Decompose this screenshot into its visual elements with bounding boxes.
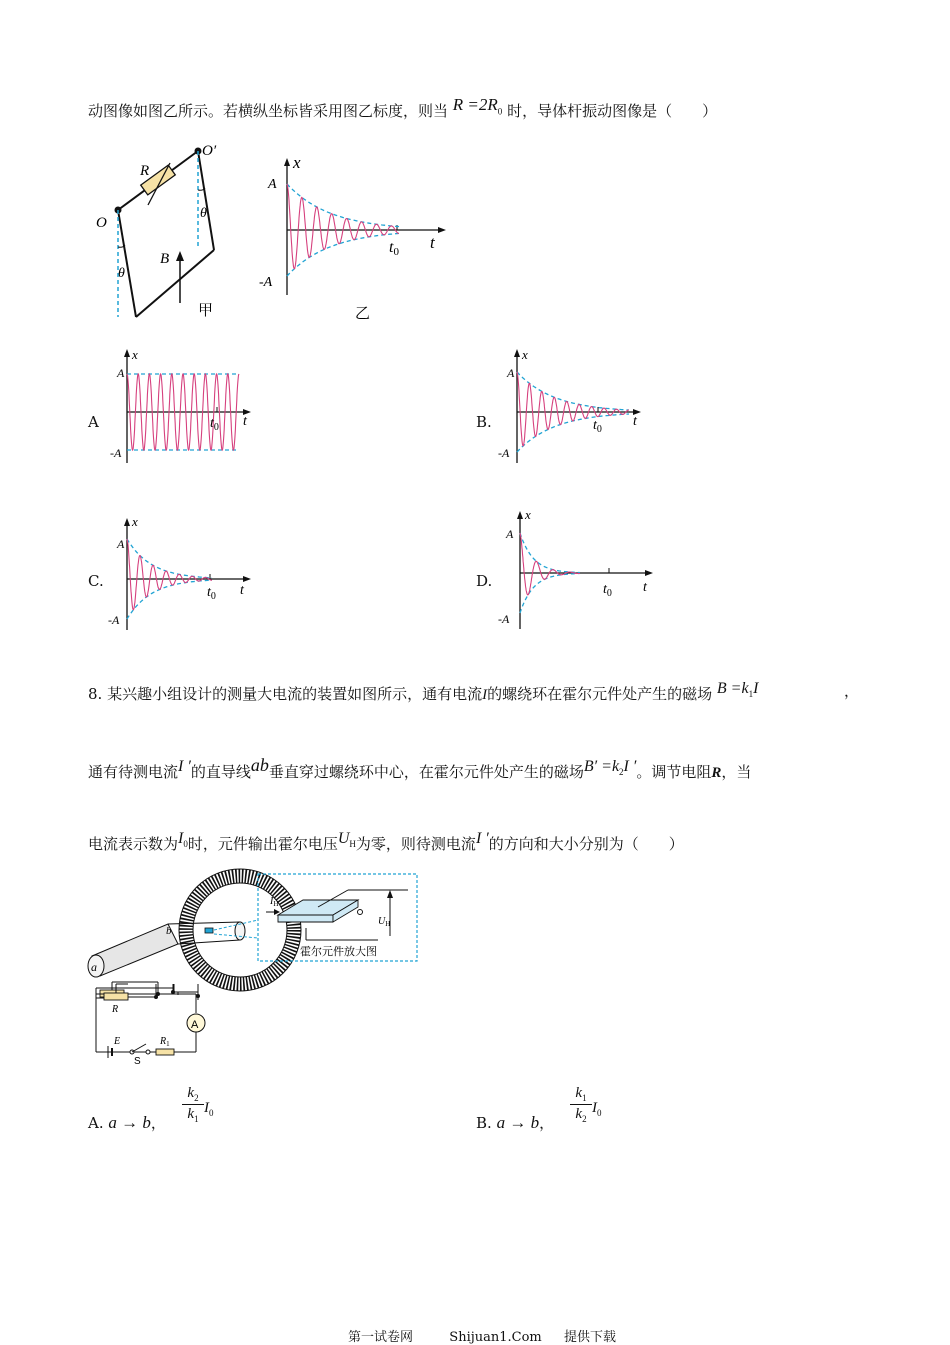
option-d-t: t bbox=[643, 580, 647, 595]
q7-condition: $R =2R_0$ bbox=[452, 95, 503, 117]
footer-site[interactable]: Shijuan1.Com bbox=[449, 1330, 542, 1345]
fig8-label-R1: $R_1$ bbox=[160, 1036, 170, 1048]
y-axis-arrow bbox=[514, 349, 520, 357]
caption-jia: 甲 bbox=[198, 301, 214, 319]
option8-b[interactable]: B. a → b， bbox=[476, 1113, 555, 1132]
y-axis-arrow bbox=[124, 518, 130, 526]
label-R: R bbox=[140, 163, 150, 179]
oscillation-curve bbox=[520, 533, 580, 595]
fig8-label-UH: $U_H$ bbox=[378, 916, 391, 928]
option8-a-I0: $I_0$ bbox=[204, 1100, 214, 1118]
y-axis-arrow bbox=[517, 511, 523, 519]
footer-left: 第一试卷网 bbox=[348, 1330, 414, 1345]
envelope-upper bbox=[127, 539, 212, 578]
footer bbox=[348, 1326, 616, 1345]
option-c-plot bbox=[124, 518, 251, 630]
yi-axis-t-label: t bbox=[430, 233, 435, 252]
option-b-t: t bbox=[633, 414, 637, 429]
q8-line3: 电流表示数为$I_0$时，元件输出霍尔电压$U_H$为零，则待测电流I ′的方向和大小分别为（ ） bbox=[88, 830, 684, 853]
option-d-A: A bbox=[506, 527, 514, 541]
q7-intro: 动图像如图乙所示。若横纵坐标皆采用图乙标度，则当 bbox=[88, 102, 449, 120]
label-theta-left: θ bbox=[118, 266, 125, 281]
option-a-negA: -A bbox=[110, 446, 122, 460]
q8-line2: 通有待测电流I ′的直导线ab垂直穿过螺绕环中心，在霍尔元件处产生的磁场$B' =k_2I$ ′。调节电阻R，当 bbox=[88, 755, 752, 781]
label-O: O bbox=[96, 215, 107, 231]
yi-axis-x-label: x bbox=[293, 153, 301, 172]
fig8-label-S: S bbox=[134, 1056, 141, 1065]
figure-8-circuit bbox=[78, 980, 218, 1065]
option-d-t0: $t_0$ bbox=[603, 582, 612, 599]
q8-eq1: $B =k_1I$ bbox=[716, 680, 759, 700]
fig8-label-R: R bbox=[112, 1004, 119, 1015]
option-b-graph[interactable] bbox=[490, 345, 660, 465]
figure-yi bbox=[255, 150, 455, 325]
option-c-graph[interactable] bbox=[100, 512, 270, 632]
yi-plot bbox=[284, 158, 446, 295]
option-a-t0: $t_0$ bbox=[210, 416, 219, 433]
t-axis-arrow bbox=[243, 576, 251, 582]
fig8-label-b: b bbox=[166, 925, 172, 937]
option-d-negA: -A bbox=[498, 612, 510, 626]
yi-label-negA: -A bbox=[259, 275, 273, 290]
envelope-lower bbox=[517, 414, 629, 452]
option-d-graph[interactable] bbox=[490, 505, 660, 632]
option-d-label[interactable]: D. bbox=[476, 572, 493, 590]
q7-intro-line bbox=[88, 95, 717, 121]
option8-b-fraction: $k_1$ $k_2$ bbox=[566, 1085, 596, 1124]
option-b-t0: $t_0$ bbox=[593, 418, 602, 435]
t-axis-arrow bbox=[645, 570, 653, 576]
fig8-label-E: E bbox=[114, 1036, 121, 1047]
option-c-A: A bbox=[117, 537, 125, 551]
oscillation-curve bbox=[287, 184, 399, 269]
fig8-label-IH: $I_H$ bbox=[270, 896, 279, 908]
fig8-label-a: a bbox=[91, 960, 97, 974]
option-d-x: x bbox=[525, 507, 531, 522]
option-a-A: A bbox=[117, 366, 125, 380]
option-b-label[interactable]: B. bbox=[476, 413, 492, 431]
option8-a[interactable]: A. a → b， bbox=[88, 1113, 166, 1132]
label-O-prime: O′ bbox=[202, 143, 217, 159]
option-c-label[interactable]: C. bbox=[88, 572, 104, 590]
option-c-t0: $t_0$ bbox=[207, 585, 216, 602]
label-theta-right: θ bbox=[200, 206, 207, 221]
option-b-x: x bbox=[522, 347, 528, 362]
option-b-negA: -A bbox=[498, 446, 510, 460]
option-c-t: t bbox=[240, 583, 244, 598]
envelope-lower bbox=[287, 233, 399, 276]
label-B: B bbox=[160, 251, 170, 267]
option-a-t: t bbox=[243, 414, 247, 429]
footer-right: 提供下载 bbox=[564, 1330, 617, 1345]
q8-comma: ， bbox=[844, 682, 860, 700]
option-c-negA: -A bbox=[108, 613, 120, 627]
figure-jia bbox=[88, 135, 248, 325]
q7-tail: 时，导体杆振动图像是（ ） bbox=[507, 102, 718, 120]
option-a-label[interactable]: A bbox=[88, 413, 99, 431]
fig8-inset-caption: 霍尔元件放大图 bbox=[300, 945, 377, 958]
option-b-plot bbox=[514, 349, 641, 463]
option8-a-fraction: $k_2$ $k_1$ bbox=[178, 1085, 208, 1124]
envelope-upper bbox=[520, 533, 580, 573]
t-axis-arrow bbox=[438, 227, 446, 233]
option-a-graph[interactable] bbox=[100, 345, 270, 465]
q8-line1: 8. 某兴趣小组设计的测量大电流的装置如图所示，通有电流I的螺绕环在霍尔元件处产生的磁场 $B =k_1I$ bbox=[88, 680, 759, 703]
oscillation-curve bbox=[127, 539, 212, 610]
option-d-plot bbox=[517, 511, 653, 629]
envelope-lower bbox=[127, 580, 212, 619]
q8-eq2: $B' =k_2I$ ′ bbox=[583, 758, 637, 778]
oscillation-curve bbox=[517, 372, 629, 446]
option8-b-I0: $I_0$ bbox=[592, 1100, 602, 1118]
option-a-x: x bbox=[132, 347, 138, 362]
envelope-upper bbox=[517, 372, 629, 410]
caption-yi: 乙 bbox=[355, 304, 371, 322]
yi-label-A: A bbox=[268, 177, 277, 192]
option-a-plot bbox=[124, 349, 251, 463]
option-b-A: A bbox=[507, 366, 515, 380]
y-axis-arrow bbox=[284, 158, 290, 166]
yi-label-t0: t0 bbox=[389, 239, 399, 258]
y-axis-arrow bbox=[124, 349, 130, 357]
fig8-ammeter-label: A bbox=[191, 1019, 199, 1031]
option-c-x: x bbox=[132, 514, 138, 529]
